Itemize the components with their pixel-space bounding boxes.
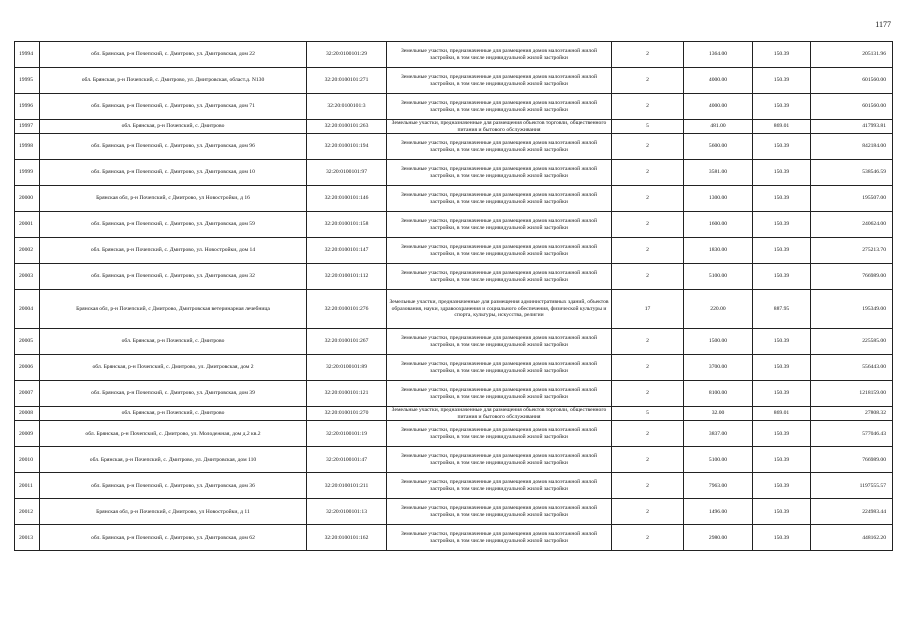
table-row [15,473,893,499]
cadastral-value-cell: 601560.00 [811,68,893,94]
specific-value-cell: 150.39 [753,264,811,290]
group-code-cell: 2 [612,238,684,264]
address-cell: Брянская обл, р-н Почепский, с Дмитрово, ул Новостройки, д 11 [40,499,307,525]
row-number-cell: 20003 [15,264,40,290]
row-number-cell: 20002 [15,238,40,264]
group-code-cell: 2 [612,473,684,499]
table-row [15,499,893,525]
row-number-cell: 20009 [15,421,40,447]
area-cell: 220.00 [684,290,753,329]
cadastral-value-cell: 766989.00 [811,447,893,473]
address-cell: обл. Брянская, р-н Почепский, с. Дмитрово, ул. Дмитровская, дом 96 [40,134,307,160]
specific-value-cell: 150.39 [753,68,811,94]
cadastral-value-cell: 195349.00 [811,290,893,329]
row-number-cell: 19996 [15,94,40,120]
land-use-cell: Земельные участки, предназначенные для размещения объектов торговли, общественного питания и бытового обслуживания [387,407,612,421]
table-row [15,355,893,381]
table-row [15,421,893,447]
specific-value-cell: 150.39 [753,473,811,499]
row-number-cell: 20004 [15,290,40,329]
table-row [15,120,893,134]
row-number-cell: 20011 [15,473,40,499]
cadastral-value-cell: 195507.00 [811,186,893,212]
area-cell: 8100.00 [684,381,753,407]
area-cell: 3700.00 [684,355,753,381]
cadastral-value-cell: 577046.43 [811,421,893,447]
group-code-cell: 2 [612,329,684,355]
land-use-cell: Земельные участки, предназначенные для размещения домов малоэтажной жилой застройки, в том числе индивидуальной жилой застройки [387,160,612,186]
group-code-cell: 2 [612,212,684,238]
table-row [15,212,893,238]
group-code-cell: 2 [612,186,684,212]
cadastral-value-cell: 417993.81 [811,120,893,134]
specific-value-cell: 150.39 [753,186,811,212]
group-code-cell: 2 [612,68,684,94]
group-code-cell: 2 [612,160,684,186]
table-row [15,329,893,355]
row-number-cell: 20006 [15,355,40,381]
specific-value-cell: 150.39 [753,525,811,551]
row-number-cell: 19999 [15,160,40,186]
specific-value-cell: 150.39 [753,238,811,264]
land-use-cell: Земельные участки, предназначенные для размещения домов малоэтажной жилой застройки, в том числе индивидуальной жилой застройки [387,499,612,525]
row-number-cell: 19997 [15,120,40,134]
area-cell: 7963.00 [684,473,753,499]
table-row [15,407,893,421]
cadastral-value-cell: 601560.00 [811,94,893,120]
area-cell: 4000.00 [684,94,753,120]
cadastral-number-cell: 32:20:0100101:89 [307,355,387,381]
row-number-cell: 19998 [15,134,40,160]
land-use-cell: Земельные участки, предназначенные для размещения домов малоэтажной жилой застройки, в том числе индивидуальной жилой застройки [387,355,612,381]
address-cell: обл. Брянская, р-н Почепский, с. Дмитрово [40,407,307,421]
row-number-cell: 20007 [15,381,40,407]
table-row [15,186,893,212]
cadastral-value-table [14,41,893,551]
row-number-cell: 20001 [15,212,40,238]
table-row [15,525,893,551]
address-cell: обл. Брянская, р-н Почепский, с. Дмитрово, ул. Дмитровская, дом 110 [40,447,307,473]
area-cell: 1500.00 [684,329,753,355]
land-use-cell: Земельные участки, предназначенные для размещения домов малоэтажной жилой застройки, в том числе индивидуальной жилой застройки [387,134,612,160]
area-cell: 1496.00 [684,499,753,525]
cadastral-number-cell: 32:20:0100101:270 [307,407,387,421]
specific-value-cell: 150.39 [753,134,811,160]
group-code-cell: 2 [612,381,684,407]
cadastral-number-cell: 32:20:0100101:13 [307,499,387,525]
specific-value-cell: 150.39 [753,381,811,407]
area-cell: 5600.00 [684,134,753,160]
table-row [15,447,893,473]
area-cell: 1300.00 [684,186,753,212]
address-cell: обл. Брянская, р-н Почепский, с. Дмитрово [40,329,307,355]
address-cell: обл. Брянская, р-н Почепский, с. Дмитрово, ул. Молодежная, дом д.2 кв.2 [40,421,307,447]
land-use-cell: Земельные участки, предназначенные для размещения объектов торговли, общественного питания и бытового обслуживания [387,120,612,134]
area-cell: 5100.00 [684,447,753,473]
address-cell: обл. Брянская, р-н Почепский, с. Дмитрово, ул. Дмитровская, дом 59 [40,212,307,238]
address-cell: обл. Брянская, р-н Почепский, с. Дмитрово, ул. Дмитровская, дом 32 [40,264,307,290]
cadastral-value-cell: 205131.96 [811,42,893,68]
cadastral-number-cell: 32:20:0100101:19 [307,421,387,447]
cadastral-value-cell: 538546.59 [811,160,893,186]
area-cell: 1364.00 [684,42,753,68]
land-use-cell: Земельные участки, предназначенные для размещения домов малоэтажной жилой застройки, в том числе индивидуальной жилой застройки [387,94,612,120]
cadastral-number-cell: 32:20:0100101:29 [307,42,387,68]
table-row [15,381,893,407]
land-use-cell: Земельные участки, предназначенные для размещения домов малоэтажной жилой застройки, в том числе индивидуальной жилой застройки [387,264,612,290]
cadastral-value-cell: 766989.00 [811,264,893,290]
land-use-cell: Земельные участки, предназначенные для размещения домов малоэтажной жилой застройки, в том числе индивидуальной жилой застройки [387,68,612,94]
group-code-cell: 2 [612,499,684,525]
cadastral-value-cell: 240624.00 [811,212,893,238]
cadastral-number-cell: 32:20:0100101:47 [307,447,387,473]
address-cell: обл. Брянская, р-н Почепский, с. Дмитрово, ул. Дмитровская, дом 22 [40,42,307,68]
area-cell: 1830.00 [684,238,753,264]
cadastral-number-cell: 32:20:0100101:147 [307,238,387,264]
specific-value-cell: 150.39 [753,42,811,68]
specific-value-cell: 150.39 [753,94,811,120]
area-cell: 32.00 [684,407,753,421]
row-number-cell: 20010 [15,447,40,473]
specific-value-cell: 150.39 [753,447,811,473]
row-number-cell: 19994 [15,42,40,68]
group-code-cell: 17 [612,290,684,329]
specific-value-cell: 869.01 [753,407,811,421]
cadastral-value-cell: 842184.00 [811,134,893,160]
address-cell: Брянская обл, р-н Почепский, с Дмитрово, Дмитровская ветеринарная лечебница [40,290,307,329]
group-code-cell: 2 [612,355,684,381]
table-row [15,42,893,68]
cadastral-value-cell: 225585.00 [811,329,893,355]
address-cell: обл. Брянская, р-н Почепский, с. Дмитрово, ул. Новостройки, дом 14 [40,238,307,264]
row-number-cell: 20000 [15,186,40,212]
group-code-cell: 2 [612,447,684,473]
row-number-cell: 20008 [15,407,40,421]
cadastral-number-cell: 32:20:0100101:121 [307,381,387,407]
cadastral-value-cell: 448162.20 [811,525,893,551]
address-cell: обл. Брянская, р-н Почепский, с. Дмитрово, ул. Дмитровская, дом 36 [40,473,307,499]
specific-value-cell: 150.39 [753,499,811,525]
land-use-cell: Земельные участки, предназначенные для размещения домов малоэтажной жилой застройки, в том числе индивидуальной жилой застройки [387,238,612,264]
group-code-cell: 5 [612,120,684,134]
address-cell: обл. Брянская, р-н Почепский, с. Дмитрово, ул. Дмитровская, област.д. N130 [40,68,307,94]
table-row [15,264,893,290]
cadastral-number-cell: 32:20:0100101:271 [307,68,387,94]
cadastral-number-cell: 32:20:0100101:263 [307,120,387,134]
specific-value-cell: 150.39 [753,160,811,186]
specific-value-cell: 150.39 [753,329,811,355]
row-number-cell: 20012 [15,499,40,525]
land-use-cell: Земельные участки, предназначенные для размещения домов малоэтажной жилой застройки, в том числе индивидуальной жилой застройки [387,186,612,212]
address-cell: обл. Брянская, р-н Почепский, с. Дмитрово, ул. Дмитровская, дом 39 [40,381,307,407]
land-use-cell: Земельные участки, предназначенные для размещения домов малоэтажной жилой застройки, в том числе индивидуальной жилой застройки [387,329,612,355]
specific-value-cell: 150.39 [753,421,811,447]
area-cell: 2980.00 [684,525,753,551]
area-cell: 3837.00 [684,421,753,447]
address-cell: Брянская обл, р-н Почепский, с Дмитрово, ул Новостройки, д 16 [40,186,307,212]
land-use-cell: Земельные участки, предназначенные для размещения домов малоэтажной жилой застройки, в том числе индивидуальной жилой застройки [387,447,612,473]
table-row [15,68,893,94]
area-cell: 1600.00 [684,212,753,238]
area-cell: 4000.00 [684,68,753,94]
land-use-cell: Земельные участки, предназначенные для размещения домов малоэтажной жилой застройки, в том числе индивидуальной жилой застройки [387,421,612,447]
cadastral-value-cell: 275213.70 [811,238,893,264]
cadastral-number-cell: 32:20:0100101:162 [307,525,387,551]
cadastral-value-cell: 1218159.00 [811,381,893,407]
row-number-cell: 19995 [15,68,40,94]
group-code-cell: 2 [612,525,684,551]
land-use-cell: Земельные участки, предназначенные для размещения домов малоэтажной жилой застройки, в том числе индивидуальной жилой застройки [387,381,612,407]
group-code-cell: 2 [612,42,684,68]
specific-value-cell: 150.39 [753,355,811,381]
table-row [15,160,893,186]
area-cell: 5100.00 [684,264,753,290]
address-cell: обл. Брянская, р-н Почепский, с. Дмитрово, ул. Дмитровская, дом 62 [40,525,307,551]
cadastral-value-cell: 1197555.57 [811,473,893,499]
address-cell: обл. Брянская, р-н Почепский, с. Дмитрово, ул. Дмитровская, дом 10 [40,160,307,186]
land-use-cell: Земельные участки, предназначенные для размещения домов малоэтажной жилой застройки, в том числе индивидуальной жилой застройки [387,525,612,551]
table-row [15,290,893,329]
land-use-cell: Земельные участки, предназначенные для размещения домов малоэтажной жилой застройки, в том числе индивидуальной жилой застройки [387,42,612,68]
cadastral-number-cell: 32:20:0100101:112 [307,264,387,290]
address-cell: обл. Брянская, р-н Почепский, с. Дмитрово, ул. Дмитровская, дом 2 [40,355,307,381]
specific-value-cell: 869.01 [753,120,811,134]
specific-value-cell: 150.39 [753,212,811,238]
cadastral-number-cell: 32:20:0100101:267 [307,329,387,355]
cadastral-number-cell: 32:20:0100101:97 [307,160,387,186]
cadastral-value-cell: 556443.00 [811,355,893,381]
land-use-cell: Земельные участки, предназначенные для размещения домов малоэтажной жилой застройки, в том числе индивидуальной жилой застройки [387,473,612,499]
land-use-cell: Земельные участки, предназначенные для размещения административных зданий, объектов образования, науки, здравоохранения и социального обеспечения, физической культуры и спорта, культуры, искусства, религии [387,290,612,329]
group-code-cell: 2 [612,134,684,160]
address-cell: обл. Брянская, р-н Почепский, с. Дмитрово, ул. Дмитровская, дом 71 [40,94,307,120]
row-number-cell: 20005 [15,329,40,355]
cadastral-number-cell: 32:20:0100101:3 [307,94,387,120]
cadastral-number-cell: 32:20:0100101:194 [307,134,387,160]
table-row [15,238,893,264]
group-code-cell: 2 [612,421,684,447]
group-code-cell: 2 [612,94,684,120]
land-use-cell: Земельные участки, предназначенные для размещения домов малоэтажной жилой застройки, в том числе индивидуальной жилой застройки [387,212,612,238]
group-code-cell: 5 [612,407,684,421]
group-code-cell: 2 [612,264,684,290]
table-body [15,42,893,551]
table-row [15,94,893,120]
cadastral-number-cell: 32:20:0100101:146 [307,186,387,212]
specific-value-cell: 887.95 [753,290,811,329]
cadastral-number-cell: 32:20:0100101:211 [307,473,387,499]
cadastral-value-cell: 224983.44 [811,499,893,525]
area-cell: 3581.00 [684,160,753,186]
cadastral-number-cell: 32:20:0100101:276 [307,290,387,329]
cadastral-value-cell: 27808.32 [811,407,893,421]
table-row [15,134,893,160]
row-number-cell: 20013 [15,525,40,551]
page-number: 1177 [875,20,891,29]
cadastral-number-cell: 32:20:0100101:158 [307,212,387,238]
address-cell: обл. Брянская, р-н Почепский, с. Дмитрово [40,120,307,134]
area-cell: 481.00 [684,120,753,134]
